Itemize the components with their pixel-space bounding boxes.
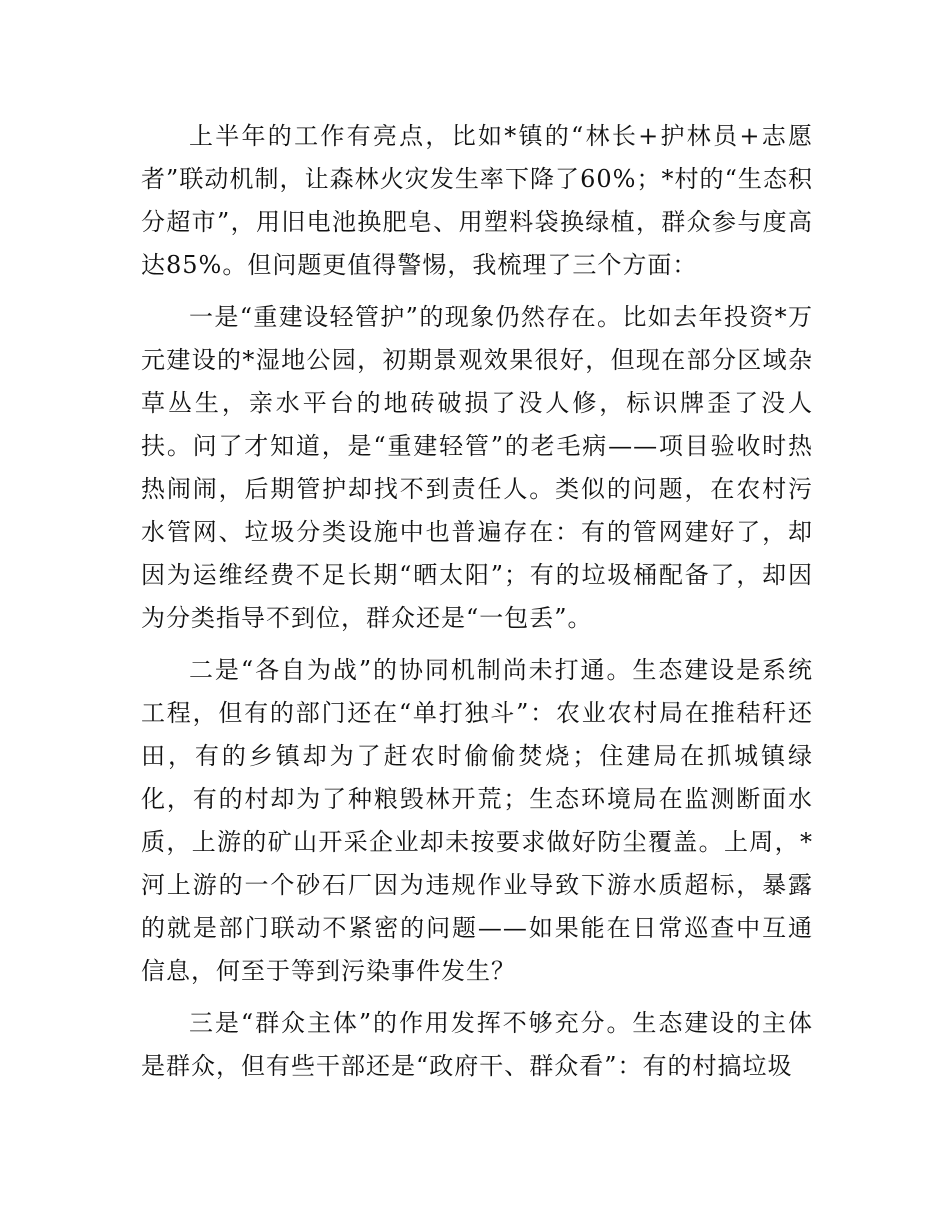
paragraph-issue-three: 三是“群众主体”的作用发挥不够充分。生态建设的主体是群众，但有些干部还是“政府干、群众看”：有的村搞垃圾 bbox=[141, 1009, 813, 1080]
paragraph-issue-one: 一是“重建设轻管护”的现象仍然存在。比如去年投资*万元建设的*湿地公园，初期景观效果很好，但现在部分区域杂草丛生，亲水平台的地砖破损了没人修，标识牌歪了没人扶。问了才知道，是“重建轻管”的老毛病——项目验收时热热闹闹，后期管护却找不到责任人。类似的问题，在农村污水管网、垃圾分类设施中也普遍存在：有的管网建好了，却因为运维经费不足长期“晒太阳”；有的垃圾桶配备了，却因为分类指导不到位，群众还是“一包丢”。 bbox=[141, 303, 813, 632]
paragraph-issue-two: 二是“各自为战”的协同机制尚未打通。生态建设是系统工程，但有的部门还在“单打独斗”：农业农村局在推秸秆还田，有的乡镇却为了赶农时偷偷焚烧；住建局在抓城镇绿化，有的村却为了种粮毁林开荒；生态环境局在监测断面水质，上游的矿山开采企业却未按要求做好防尘覆盖。上周，*河上游的一个砂石厂因为违规作业导致下游水质超标，暴露的就是部门联动不紧密的问题——如果能在日常巡查中互通信息，何至于等到污染事件发生？ bbox=[141, 656, 813, 985]
paragraph-highlights: 上半年的工作有亮点，比如*镇的“林长+护林员+志愿者”联动机制，让森林火灾发生率下降了60%；*村的“生态积分超市”，用旧电池换肥皂、用塑料袋换绿植，群众参与度高达85%。但问题更值得警惕，我梳理了三个方面： bbox=[141, 122, 813, 279]
document-body bbox=[141, 115, 813, 1097]
